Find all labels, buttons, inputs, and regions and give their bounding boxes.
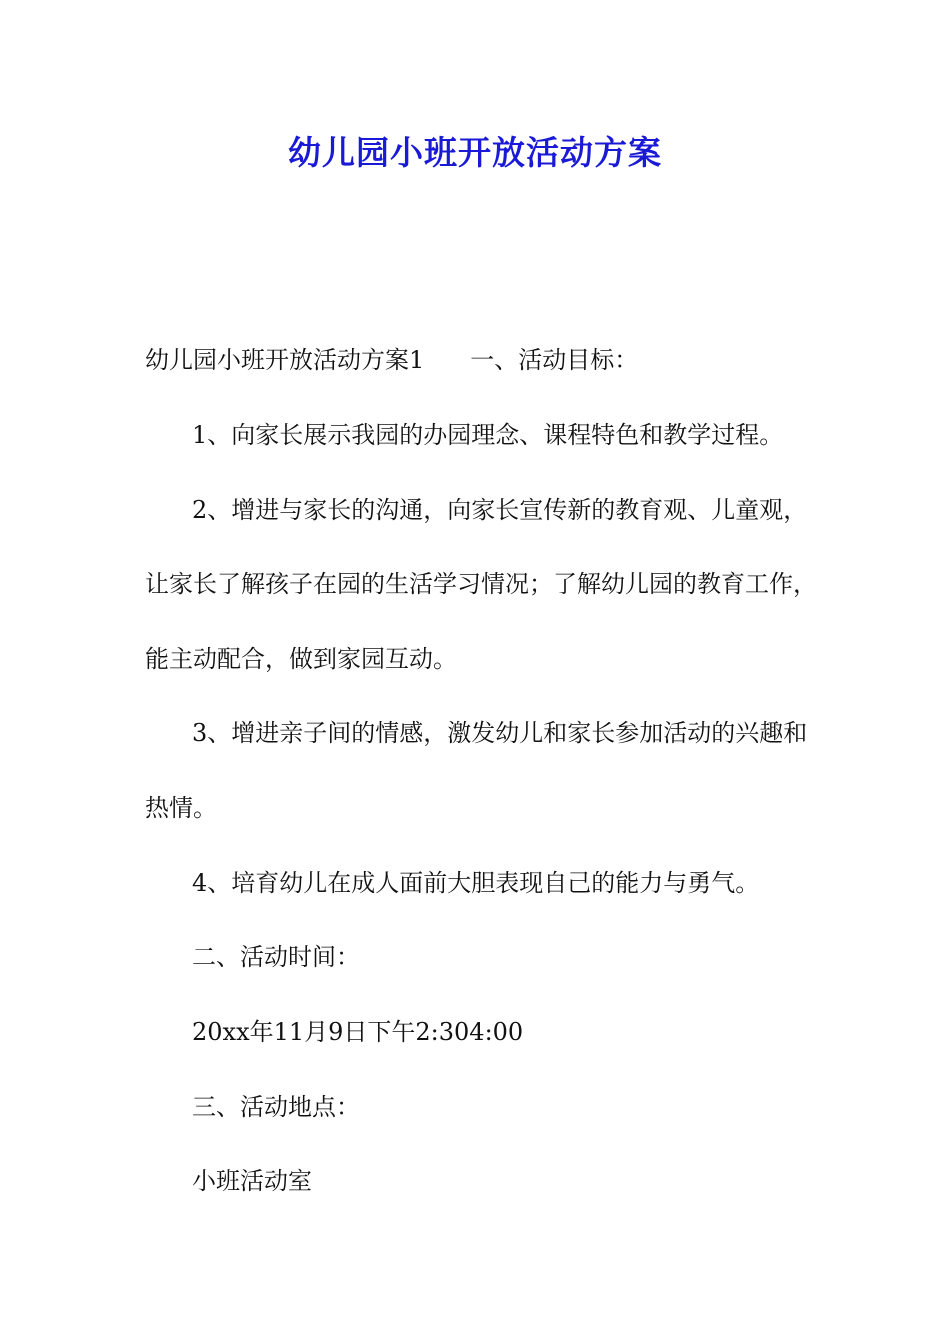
paragraph-line: 热情。 [145, 794, 217, 822]
paragraph-line: 1、向家长展示我园的办园理念、课程特色和教学过程。 [192, 421, 784, 449]
paragraph-line: 4、培育幼儿在成人面前大胆表现自己的能力与勇气。 [192, 869, 760, 897]
section-location-heading: 三、活动地点： [192, 1093, 360, 1121]
document-title: 幼儿园小班开放活动方案 [288, 133, 662, 172]
activity-location-value: 小班活动室 [192, 1167, 312, 1195]
section-heading-line [145, 343, 638, 377]
section-time-heading: 二、活动时间： [192, 943, 360, 971]
activity-time-value: 20xx年11月9日下午2:304:00 [192, 1018, 524, 1046]
paragraph-line: 2、增进与家长的沟通，向家长宣传新的教育观、儿童观， [192, 496, 808, 524]
section-goals-heading: 一、活动目标： [470, 346, 639, 374]
paragraph-line: 让家长了解孩子在园的生活学习情况；了解幼儿园的教育工作， [145, 570, 817, 598]
paragraph-line: 3、增进亲子间的情感，激发幼儿和家长参加活动的兴趣和 [192, 719, 808, 747]
plan-subtitle: 幼儿园小班开放活动方案1 [145, 346, 425, 374]
paragraph-line: 能主动配合，做到家园互动。 [145, 645, 457, 673]
